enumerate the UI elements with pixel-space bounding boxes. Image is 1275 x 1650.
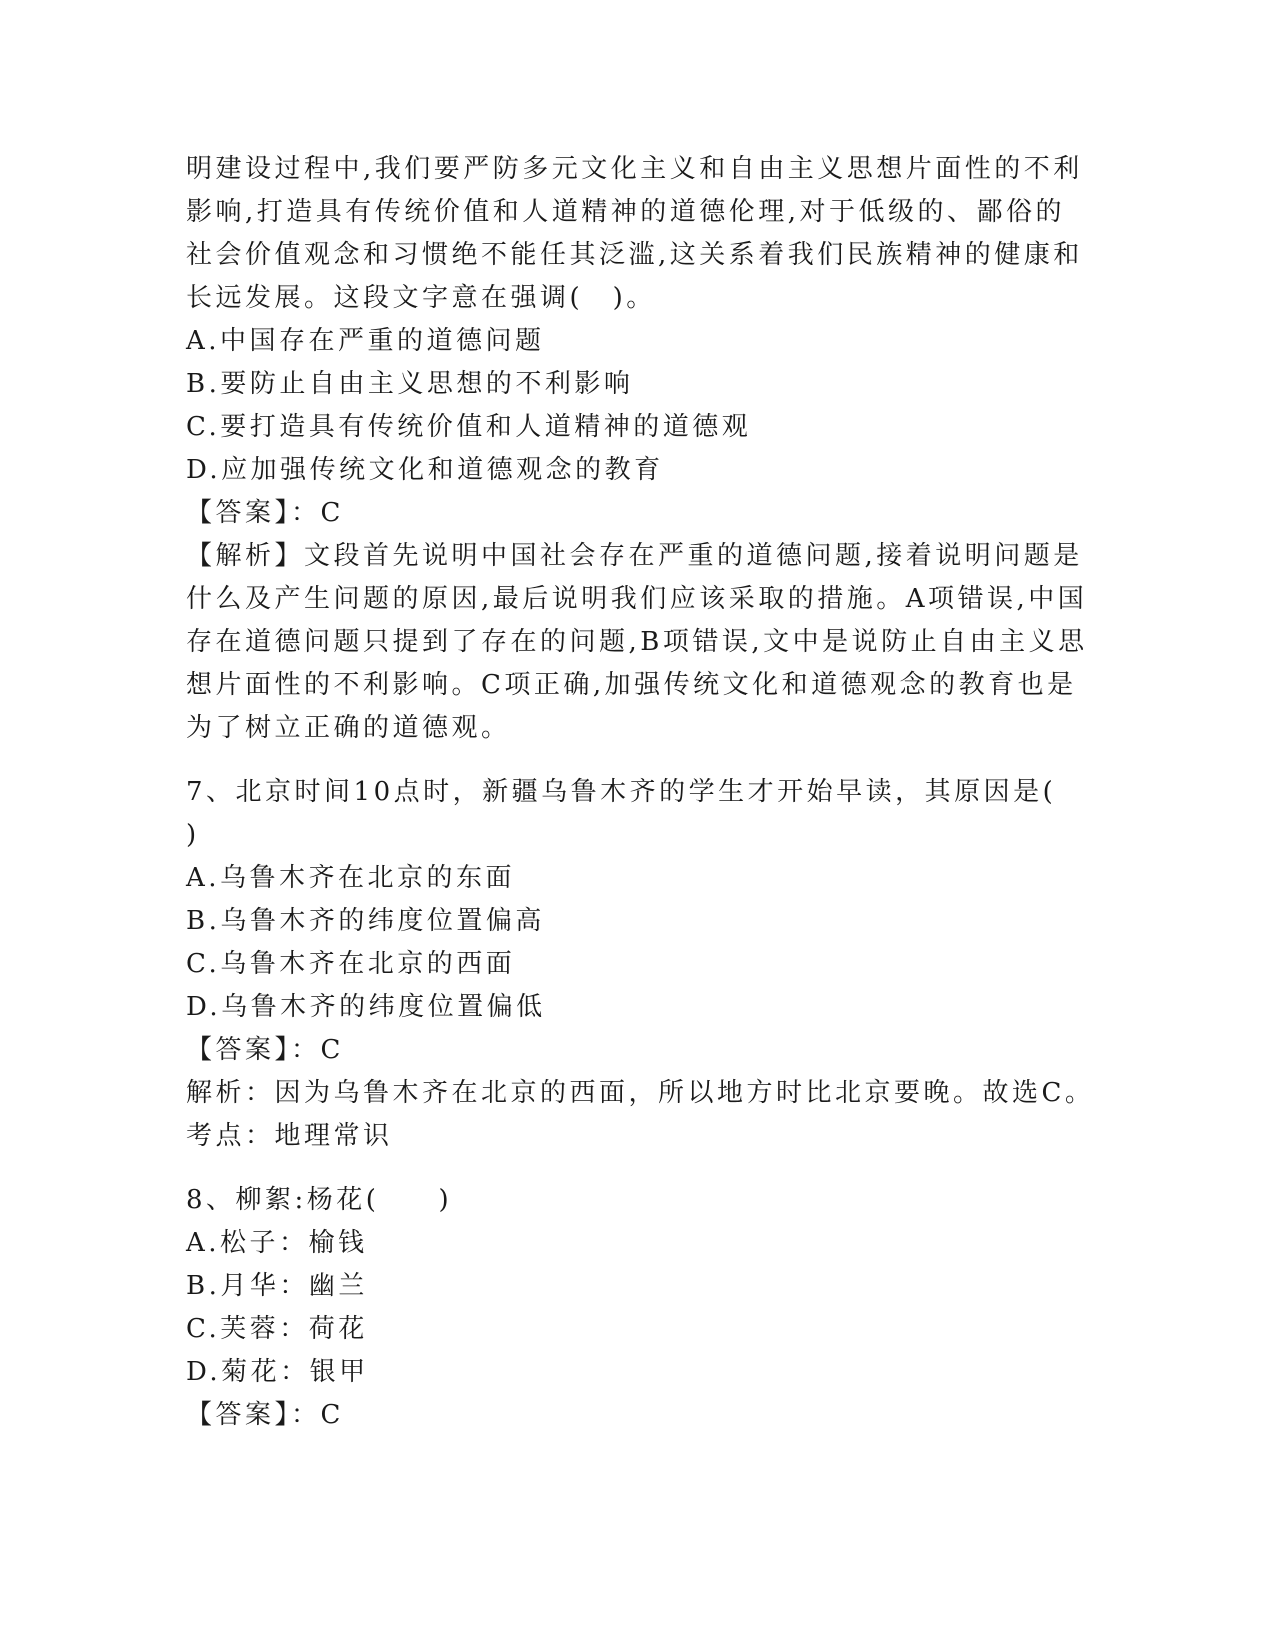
option-c: C.乌鲁木齐在北京的西面 — [186, 949, 516, 979]
document-page — [186, 148, 1095, 1437]
option-c: C.芙蓉：荷花 — [186, 1314, 368, 1344]
analysis-line: 解析：因为乌鲁木齐在北京的西面，所以地方时比北京要晚。故选C。 — [186, 1078, 1095, 1108]
option-d: D.菊花：银甲 — [186, 1357, 369, 1387]
option-b: B.要防止自由主义思想的不利影响 — [186, 369, 634, 399]
option-d: D.应加强传统文化和道德观念的教育 — [186, 455, 664, 485]
question-8 — [186, 1179, 1086, 1437]
analysis-line: 考点：地理常识 — [186, 1121, 393, 1151]
answer-line: 【答案】：C — [186, 498, 344, 528]
option-d: D.乌鲁木齐的纬度位置偏低 — [186, 992, 546, 1022]
section-spacer — [186, 1158, 1086, 1179]
question-stem-line: 明建设过程中,我们要严防多元文化主义和自由主义思想片面性的不利 — [186, 154, 1083, 184]
question-stem-line: ) — [186, 820, 200, 850]
option-a: A.中国存在严重的道德问题 — [186, 326, 545, 356]
analysis-line: 想片面性的不利影响。C项正确,加强传统文化和道德观念的教育也是 — [186, 670, 1077, 700]
option-c: C.要打造具有传统价值和人道精神的道德观 — [186, 412, 752, 442]
option-a: A.乌鲁木齐在北京的东面 — [186, 863, 516, 893]
question-7 — [186, 771, 1095, 1158]
question-stem-line: 8、柳絮:杨花( ) — [186, 1185, 453, 1215]
question-6 — [186, 148, 1086, 750]
question-stem-line: 影响,打造具有传统价值和人道精神的道德伦理,对于低级的、鄙俗的 — [186, 197, 1066, 227]
option-a: A.松子：榆钱 — [186, 1228, 368, 1258]
question-stem-line: 长远发展。这段文字意在强调( )。 — [186, 283, 656, 313]
question-stem-line: 7、北京时间10点时，新疆乌鲁木齐的学生才开始早读，其原因是( — [186, 777, 1057, 807]
option-b: B.乌鲁木齐的纬度位置偏高 — [186, 906, 545, 936]
section-spacer — [186, 750, 1086, 771]
answer-line: 【答案】：C — [186, 1400, 344, 1430]
analysis-line: 【解析】文段首先说明中国社会存在严重的道德问题,接着说明问题是 — [186, 541, 1083, 571]
answer-line: 【答案】：C — [186, 1035, 344, 1065]
analysis-line: 为了树立正确的道德观。 — [186, 713, 511, 743]
analysis-line: 存在道德问题只提到了存在的问题,B项错误,文中是说防止自由主义思 — [186, 627, 1088, 657]
question-stem-line: 社会价值观念和习惯绝不能任其泛滥,这关系着我们民族精神的健康和 — [186, 240, 1083, 270]
option-b: B.月华：幽兰 — [186, 1271, 368, 1301]
analysis-line: 什么及产生问题的原因,最后说明我们应该采取的措施。A项错误,中国 — [186, 584, 1088, 614]
